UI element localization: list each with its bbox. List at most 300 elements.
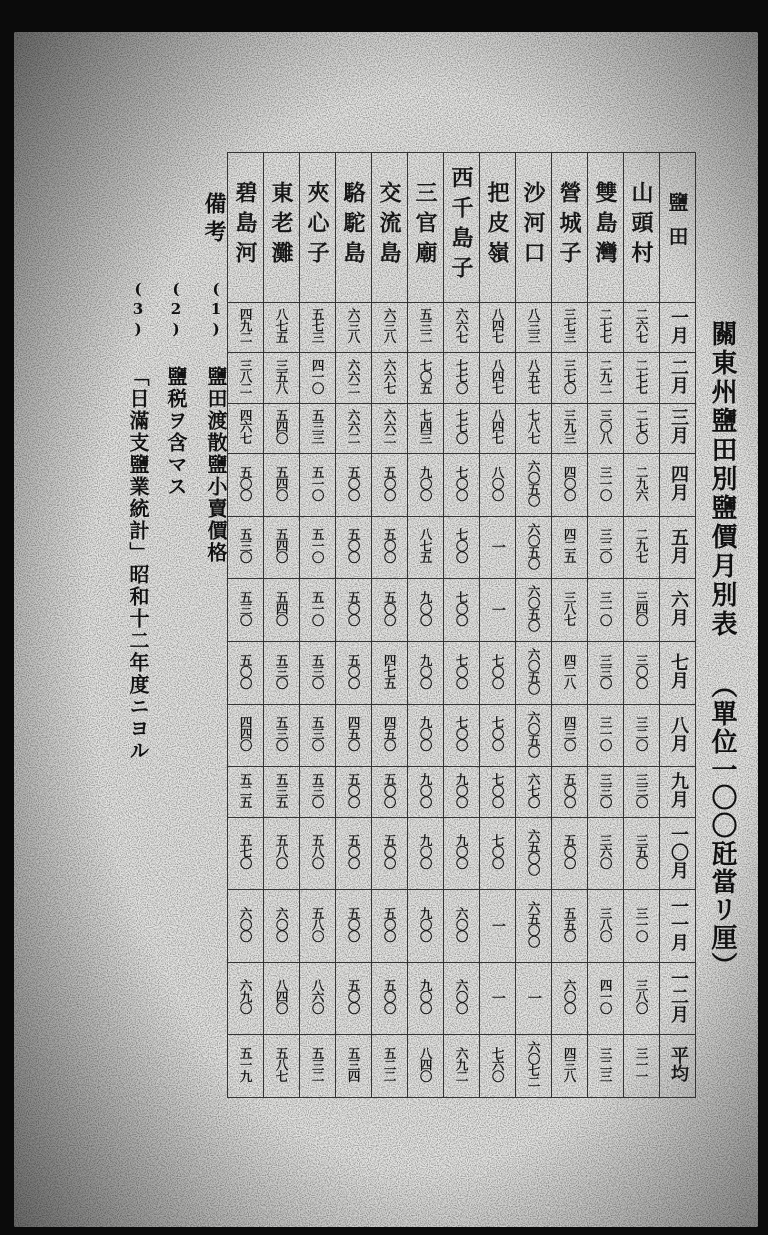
price-cell bbox=[264, 1035, 300, 1098]
price-cell bbox=[408, 767, 444, 817]
price-cell-text: 五三〇 bbox=[310, 772, 326, 808]
price-cell-text: 三二〇 bbox=[634, 716, 650, 751]
price-cell bbox=[300, 1035, 336, 1098]
price-cell-text: 五三二 bbox=[310, 1046, 326, 1082]
month-cell bbox=[660, 1035, 696, 1098]
price-cell-text: 七七〇 bbox=[454, 409, 470, 444]
price-cell-text: 二六七 bbox=[634, 308, 650, 343]
price-cell-text: 五〇〇 bbox=[346, 906, 362, 942]
price-cell-text: 六〇五〇 bbox=[526, 522, 542, 569]
price-cell-text: 九〇〇 bbox=[418, 906, 434, 942]
price-cell bbox=[588, 516, 624, 579]
price-cell bbox=[264, 454, 300, 517]
header-row bbox=[228, 153, 696, 303]
month-cell bbox=[660, 890, 696, 962]
price-cell-text: 五三〇 bbox=[310, 716, 326, 751]
price-cell-text: 六六二 bbox=[346, 358, 362, 394]
price-cell bbox=[588, 579, 624, 642]
price-cell bbox=[264, 767, 300, 817]
price-cell bbox=[228, 1035, 264, 1098]
month-cell-text: 二月 bbox=[667, 358, 689, 395]
price-cell-text: 五四〇 bbox=[274, 465, 290, 501]
price-cell-text: 六六七 bbox=[454, 308, 470, 343]
price-cell-text: 三一〇 bbox=[598, 716, 614, 751]
price-cell-text: 五〇〇 bbox=[238, 465, 254, 501]
table-row bbox=[228, 962, 696, 1034]
table-row bbox=[228, 817, 696, 889]
price-cell bbox=[408, 642, 444, 705]
price-cell-text: 三九三 bbox=[562, 409, 578, 444]
price-cell-text: 五三三 bbox=[310, 409, 326, 444]
price-cell-text: 九〇〇 bbox=[454, 772, 470, 808]
month-cell-text: 九月 bbox=[667, 772, 689, 809]
price-cell-text: 三一〇 bbox=[598, 591, 614, 626]
price-cell-text: 四五〇 bbox=[382, 716, 398, 751]
salt-field-header-text: 營城子 bbox=[556, 180, 582, 271]
price-cell bbox=[228, 642, 264, 705]
salt-field-header bbox=[624, 153, 660, 303]
price-cell-text: 五〇〇 bbox=[346, 465, 362, 501]
price-cell-text: 四五〇 bbox=[346, 716, 362, 751]
price-cell bbox=[372, 767, 408, 817]
price-cell bbox=[264, 642, 300, 705]
price-cell bbox=[588, 817, 624, 889]
price-cell-text: 四二八 bbox=[562, 653, 578, 689]
month-cell bbox=[660, 353, 696, 403]
price-cell bbox=[372, 1035, 408, 1098]
price-cell-text: 六七〇 bbox=[526, 772, 542, 808]
price-cell-text: 六〇〇 bbox=[238, 906, 254, 942]
price-cell-text: 五〇〇 bbox=[382, 979, 398, 1014]
price-cell bbox=[516, 303, 552, 353]
salt-field-header bbox=[588, 153, 624, 303]
table-row bbox=[228, 579, 696, 642]
price-cell-text: 七〇〇 bbox=[454, 465, 470, 501]
price-cell bbox=[300, 579, 336, 642]
price-cell-text: 四六七 bbox=[238, 409, 254, 444]
price-cell-text: 五四〇 bbox=[274, 591, 290, 626]
month-cell-text: 平均 bbox=[667, 1046, 689, 1083]
price-cell-text: 六九〇 bbox=[238, 979, 254, 1014]
price-cell-text: 八四〇 bbox=[274, 979, 290, 1014]
price-cell-text: 六〇〇 bbox=[562, 979, 578, 1014]
price-cell bbox=[408, 579, 444, 642]
price-cell-text: 九〇〇 bbox=[454, 834, 470, 869]
price-cell bbox=[444, 704, 480, 767]
price-cell bbox=[480, 579, 516, 642]
price-cell bbox=[372, 890, 408, 962]
salt-field-header bbox=[480, 153, 516, 303]
price-cell bbox=[552, 767, 588, 817]
price-cell-text: 五三二 bbox=[418, 308, 434, 343]
price-cell bbox=[516, 642, 552, 705]
month-cell-text: 一月 bbox=[667, 307, 689, 344]
price-cell-text: 五〇〇 bbox=[382, 834, 398, 869]
price-cell bbox=[264, 516, 300, 579]
salt-field-header bbox=[336, 153, 372, 303]
price-cell bbox=[228, 704, 264, 767]
price-cell bbox=[372, 303, 408, 353]
price-cell bbox=[516, 767, 552, 817]
note-2-number: (2) bbox=[167, 280, 185, 340]
price-cell bbox=[624, 579, 660, 642]
salt-field-header-text: 把皮嶺 bbox=[484, 180, 510, 271]
price-cell bbox=[444, 403, 480, 453]
price-cell bbox=[624, 642, 660, 705]
price-cell-text: 六〇〇 bbox=[274, 906, 290, 942]
note-1-number: (1) bbox=[207, 280, 225, 340]
price-cell bbox=[480, 817, 516, 889]
price-cell bbox=[408, 1035, 444, 1098]
price-cell-text: 六〇五〇 bbox=[526, 459, 542, 506]
salt-field-header-text: 沙河口 bbox=[520, 180, 546, 271]
price-cell-text: 七八七 bbox=[526, 409, 542, 444]
price-cell-text: 二七七 bbox=[634, 358, 650, 394]
price-cell bbox=[372, 403, 408, 453]
price-cell-text: 五三五 bbox=[274, 772, 290, 808]
price-cell bbox=[552, 454, 588, 517]
price-cell-text: 四一〇 bbox=[310, 358, 326, 394]
price-cell-text: 三三〇 bbox=[598, 772, 614, 808]
price-cell-text: 四一〇 bbox=[598, 979, 614, 1014]
price-cell-text: 七〇〇 bbox=[454, 528, 470, 563]
salt-field-header bbox=[228, 153, 264, 303]
price-cell bbox=[516, 890, 552, 962]
salt-field-header-text: 山頭村 bbox=[628, 180, 654, 271]
price-cell-text: 七四三 bbox=[418, 409, 434, 444]
price-cell bbox=[588, 403, 624, 453]
price-cell bbox=[552, 516, 588, 579]
price-cell bbox=[480, 353, 516, 403]
price-cell-text: 三二〇 bbox=[598, 528, 614, 563]
price-cell-text: 九〇〇 bbox=[418, 834, 434, 869]
table-row bbox=[228, 403, 696, 453]
price-cell-text: 五三〇 bbox=[238, 528, 254, 563]
month-cell bbox=[660, 516, 696, 579]
price-cell-text: 四〇〇 bbox=[562, 465, 578, 501]
price-cell-text: 五一九 bbox=[238, 1046, 254, 1082]
price-cell-text: 八〇〇 bbox=[490, 465, 506, 501]
price-cell bbox=[336, 303, 372, 353]
price-cell-text: 五〇〇 bbox=[346, 528, 362, 563]
notes-heading: 備考 bbox=[201, 192, 227, 248]
price-cell bbox=[516, 353, 552, 403]
price-cell bbox=[228, 303, 264, 353]
price-cell-text: 六〇〇 bbox=[454, 906, 470, 942]
price-cell-text: 三〇八 bbox=[598, 409, 614, 444]
note-1-text: 鹽田渡散鹽小賣價格 bbox=[204, 366, 228, 564]
salt-field-header-text: 三官廟 bbox=[412, 180, 438, 271]
price-cell bbox=[624, 403, 660, 453]
price-cell bbox=[552, 817, 588, 889]
price-cell bbox=[444, 962, 480, 1034]
price-cell bbox=[480, 890, 516, 962]
price-cell-text: 五三〇 bbox=[310, 653, 326, 689]
price-cell-text: 五〇〇 bbox=[382, 772, 398, 808]
price-cell bbox=[480, 454, 516, 517]
price-cell-text: 三三〇 bbox=[634, 772, 650, 808]
month-cell bbox=[660, 303, 696, 353]
month-cell-text: 一一月 bbox=[667, 897, 689, 951]
price-cell bbox=[264, 579, 300, 642]
price-cell bbox=[444, 516, 480, 579]
price-cell bbox=[444, 353, 480, 403]
price-cell-text: 八七五 bbox=[418, 528, 434, 563]
price-cell bbox=[516, 403, 552, 453]
price-cell bbox=[480, 962, 516, 1034]
table-row bbox=[228, 890, 696, 962]
table-row bbox=[228, 516, 696, 579]
price-cell-text: 九〇〇 bbox=[418, 653, 434, 689]
price-cell bbox=[300, 767, 336, 817]
price-cell bbox=[552, 303, 588, 353]
note-3-number: (3) bbox=[129, 280, 147, 340]
price-cell bbox=[588, 454, 624, 517]
price-cell-text: 一 bbox=[489, 990, 506, 1004]
document-title: 關東州鹽田別鹽價月別表 bbox=[707, 320, 737, 639]
price-cell bbox=[444, 817, 480, 889]
price-cell-text: 五〇〇 bbox=[562, 772, 578, 808]
price-cell-text: 九〇〇 bbox=[418, 979, 434, 1014]
price-cell-text: 五三〇 bbox=[238, 591, 254, 626]
price-cell bbox=[336, 454, 372, 517]
price-cell-text: 二七七 bbox=[598, 308, 614, 343]
price-cell bbox=[264, 303, 300, 353]
price-cell bbox=[228, 353, 264, 403]
price-cell-text: 五〇〇 bbox=[346, 772, 362, 808]
price-cell-text: 五八〇 bbox=[274, 834, 290, 869]
price-cell bbox=[372, 516, 408, 579]
table-row bbox=[228, 1035, 696, 1098]
price-cell bbox=[624, 516, 660, 579]
price-cell-text: 五二五 bbox=[238, 772, 254, 808]
price-cell bbox=[624, 704, 660, 767]
price-cell-text: 五四〇 bbox=[274, 528, 290, 563]
price-cell-text: 二七〇 bbox=[634, 409, 650, 444]
price-cell bbox=[588, 1035, 624, 1098]
price-cell-text: 五〇〇 bbox=[346, 834, 362, 869]
price-cell-text: 六九二 bbox=[454, 1046, 470, 1082]
price-cell-text: 七〇〇 bbox=[454, 591, 470, 626]
price-cell bbox=[516, 579, 552, 642]
price-cell-text: 三六〇 bbox=[598, 834, 614, 869]
unit-note: （單位一〇〇瓩當リ厘） bbox=[707, 672, 737, 980]
price-cell bbox=[588, 962, 624, 1034]
price-cell-text: 三八二 bbox=[238, 358, 254, 394]
price-cell-text: 五五〇 bbox=[562, 906, 578, 942]
price-cell-text: 八四〇 bbox=[418, 1046, 434, 1082]
price-cell bbox=[336, 1035, 372, 1098]
price-cell bbox=[336, 579, 372, 642]
price-cell bbox=[444, 642, 480, 705]
price-cell bbox=[444, 303, 480, 353]
note-1 bbox=[202, 280, 231, 564]
price-cell-text: 五〇〇 bbox=[346, 653, 362, 689]
price-cell-text: 一 bbox=[489, 540, 506, 554]
price-cell bbox=[228, 403, 264, 453]
price-cell bbox=[588, 642, 624, 705]
price-cell bbox=[408, 890, 444, 962]
month-cell-text: 一〇月 bbox=[667, 824, 689, 879]
price-cell bbox=[372, 704, 408, 767]
salt-field-header-text: 交流島 bbox=[376, 180, 402, 271]
salt-field-header bbox=[372, 153, 408, 303]
price-cell bbox=[372, 817, 408, 889]
price-cell-text: 四四〇 bbox=[238, 716, 254, 751]
price-cell-text: 七〇〇 bbox=[490, 716, 506, 751]
price-cell bbox=[300, 454, 336, 517]
price-cell bbox=[408, 303, 444, 353]
note-2-text: 鹽税ヲ含マス bbox=[164, 366, 188, 498]
price-cell bbox=[228, 516, 264, 579]
price-cell bbox=[228, 454, 264, 517]
price-cell-text: 八六〇 bbox=[310, 979, 326, 1014]
price-cell-text: 六五〇〇 bbox=[526, 901, 542, 947]
note-2 bbox=[162, 280, 191, 498]
price-cell bbox=[624, 817, 660, 889]
price-cell bbox=[624, 890, 660, 962]
salt-field-header-text: 雙島灣 bbox=[592, 180, 618, 271]
price-cell-text: 五〇〇 bbox=[382, 591, 398, 626]
price-cell-text: 三一〇 bbox=[634, 906, 650, 942]
price-cell-text: 六〇五〇 bbox=[526, 710, 542, 757]
price-cell bbox=[444, 579, 480, 642]
price-cell-text: 三五八 bbox=[274, 358, 290, 394]
price-cell-text: 三四〇 bbox=[634, 591, 650, 626]
price-cell bbox=[624, 454, 660, 517]
salt-field-header-text: 碧島河 bbox=[232, 180, 258, 271]
price-cell bbox=[336, 704, 372, 767]
corner-header bbox=[660, 153, 696, 303]
price-cell bbox=[336, 516, 372, 579]
salt-field-header-text: 西千島子 bbox=[448, 165, 474, 286]
price-cell bbox=[336, 353, 372, 403]
price-cell bbox=[516, 1035, 552, 1098]
price-cell bbox=[228, 579, 264, 642]
price-cell-text: 五〇〇 bbox=[346, 591, 362, 626]
price-cell bbox=[552, 403, 588, 453]
corner-header-text: 鹽田 bbox=[665, 191, 689, 260]
price-cell-text: 五〇〇 bbox=[562, 834, 578, 869]
note-3-text: 「日滿支鹽業統計」昭和十二年度ニヨル bbox=[126, 366, 150, 762]
salt-field-header-text: 夾心子 bbox=[304, 180, 330, 271]
price-cell bbox=[480, 1035, 516, 1098]
price-cell-text: 九〇〇 bbox=[418, 465, 434, 501]
price-cell bbox=[372, 454, 408, 517]
price-cell bbox=[552, 579, 588, 642]
document-page bbox=[14, 32, 758, 1227]
price-cell bbox=[480, 642, 516, 705]
price-cell-text: 五一〇 bbox=[310, 591, 326, 626]
price-cell-text: 九〇〇 bbox=[418, 591, 434, 626]
salt-field-header bbox=[408, 153, 444, 303]
month-cell-text: 五月 bbox=[667, 527, 689, 564]
price-cell-text: 五二二 bbox=[382, 1046, 398, 1082]
month-cell-text: 四月 bbox=[667, 464, 689, 501]
price-cell bbox=[552, 890, 588, 962]
price-cell-text: 三八〇 bbox=[634, 979, 650, 1014]
price-cell bbox=[444, 1035, 480, 1098]
price-cell-text: 六五〇〇 bbox=[526, 828, 542, 875]
price-cell-text: 五八〇 bbox=[310, 906, 326, 942]
salt-field-header bbox=[552, 153, 588, 303]
price-cell-text: 五八〇 bbox=[310, 834, 326, 869]
price-cell-text: 一 bbox=[525, 990, 542, 1004]
price-cell bbox=[408, 817, 444, 889]
price-cell-text: 三〇〇 bbox=[634, 653, 650, 689]
price-cell-text: 五三〇 bbox=[274, 653, 290, 689]
month-cell-text: 三月 bbox=[667, 408, 689, 445]
price-cell bbox=[408, 962, 444, 1034]
price-cell-text: 五〇〇 bbox=[382, 465, 398, 501]
price-cell-text: 七〇〇 bbox=[490, 653, 506, 689]
price-cell bbox=[480, 303, 516, 353]
table-row bbox=[228, 642, 696, 705]
price-cell bbox=[408, 403, 444, 453]
price-cell-text: 八五七 bbox=[526, 358, 542, 394]
price-cell bbox=[300, 403, 336, 453]
salt-price-table bbox=[227, 152, 696, 1098]
price-cell-text: 八三三 bbox=[526, 308, 542, 343]
price-cell bbox=[588, 890, 624, 962]
price-cell-text: 三三〇 bbox=[598, 653, 614, 689]
price-cell bbox=[552, 704, 588, 767]
price-cell-text: 二九七 bbox=[634, 528, 650, 563]
month-cell-text: 八月 bbox=[667, 715, 689, 752]
price-cell-text: 二九二 bbox=[598, 358, 614, 394]
price-cell-text: 五七三 bbox=[310, 308, 326, 343]
price-cell bbox=[264, 817, 300, 889]
price-cell bbox=[372, 579, 408, 642]
price-cell bbox=[300, 303, 336, 353]
price-cell-text: 七〇〇 bbox=[454, 716, 470, 751]
price-cell-text: 七〇〇 bbox=[490, 834, 506, 869]
price-cell bbox=[336, 642, 372, 705]
price-cell-text: 三七〇 bbox=[562, 358, 578, 394]
price-cell bbox=[516, 704, 552, 767]
price-cell bbox=[624, 962, 660, 1034]
price-cell-text: 五四〇 bbox=[274, 409, 290, 444]
price-cell-text: 五七〇 bbox=[238, 834, 254, 869]
price-cell bbox=[300, 353, 336, 403]
price-cell bbox=[624, 353, 660, 403]
table-row bbox=[228, 353, 696, 403]
price-cell bbox=[480, 516, 516, 579]
month-cell bbox=[660, 962, 696, 1034]
month-cell bbox=[660, 767, 696, 817]
price-cell bbox=[516, 817, 552, 889]
price-cell-text: 七六〇 bbox=[490, 1046, 506, 1082]
price-cell bbox=[588, 303, 624, 353]
price-cell-text: 七〇〇 bbox=[490, 772, 506, 808]
price-cell-text: 六〇五〇 bbox=[526, 647, 542, 694]
price-cell-text: 六六二 bbox=[382, 409, 398, 444]
price-cell bbox=[516, 516, 552, 579]
price-cell-text: 四二五 bbox=[562, 528, 578, 563]
salt-field-header bbox=[444, 153, 480, 303]
price-cell bbox=[264, 353, 300, 403]
price-cell bbox=[228, 817, 264, 889]
price-cell bbox=[408, 516, 444, 579]
price-cell bbox=[300, 642, 336, 705]
price-cell-text: 五〇〇 bbox=[382, 906, 398, 942]
price-cell-text: 六〇〇 bbox=[454, 979, 470, 1014]
price-cell-text: 四七五 bbox=[382, 653, 398, 689]
month-cell-text: 六月 bbox=[667, 590, 689, 627]
price-cell-text: 九〇〇 bbox=[418, 772, 434, 808]
price-cell bbox=[228, 890, 264, 962]
price-cell bbox=[588, 704, 624, 767]
